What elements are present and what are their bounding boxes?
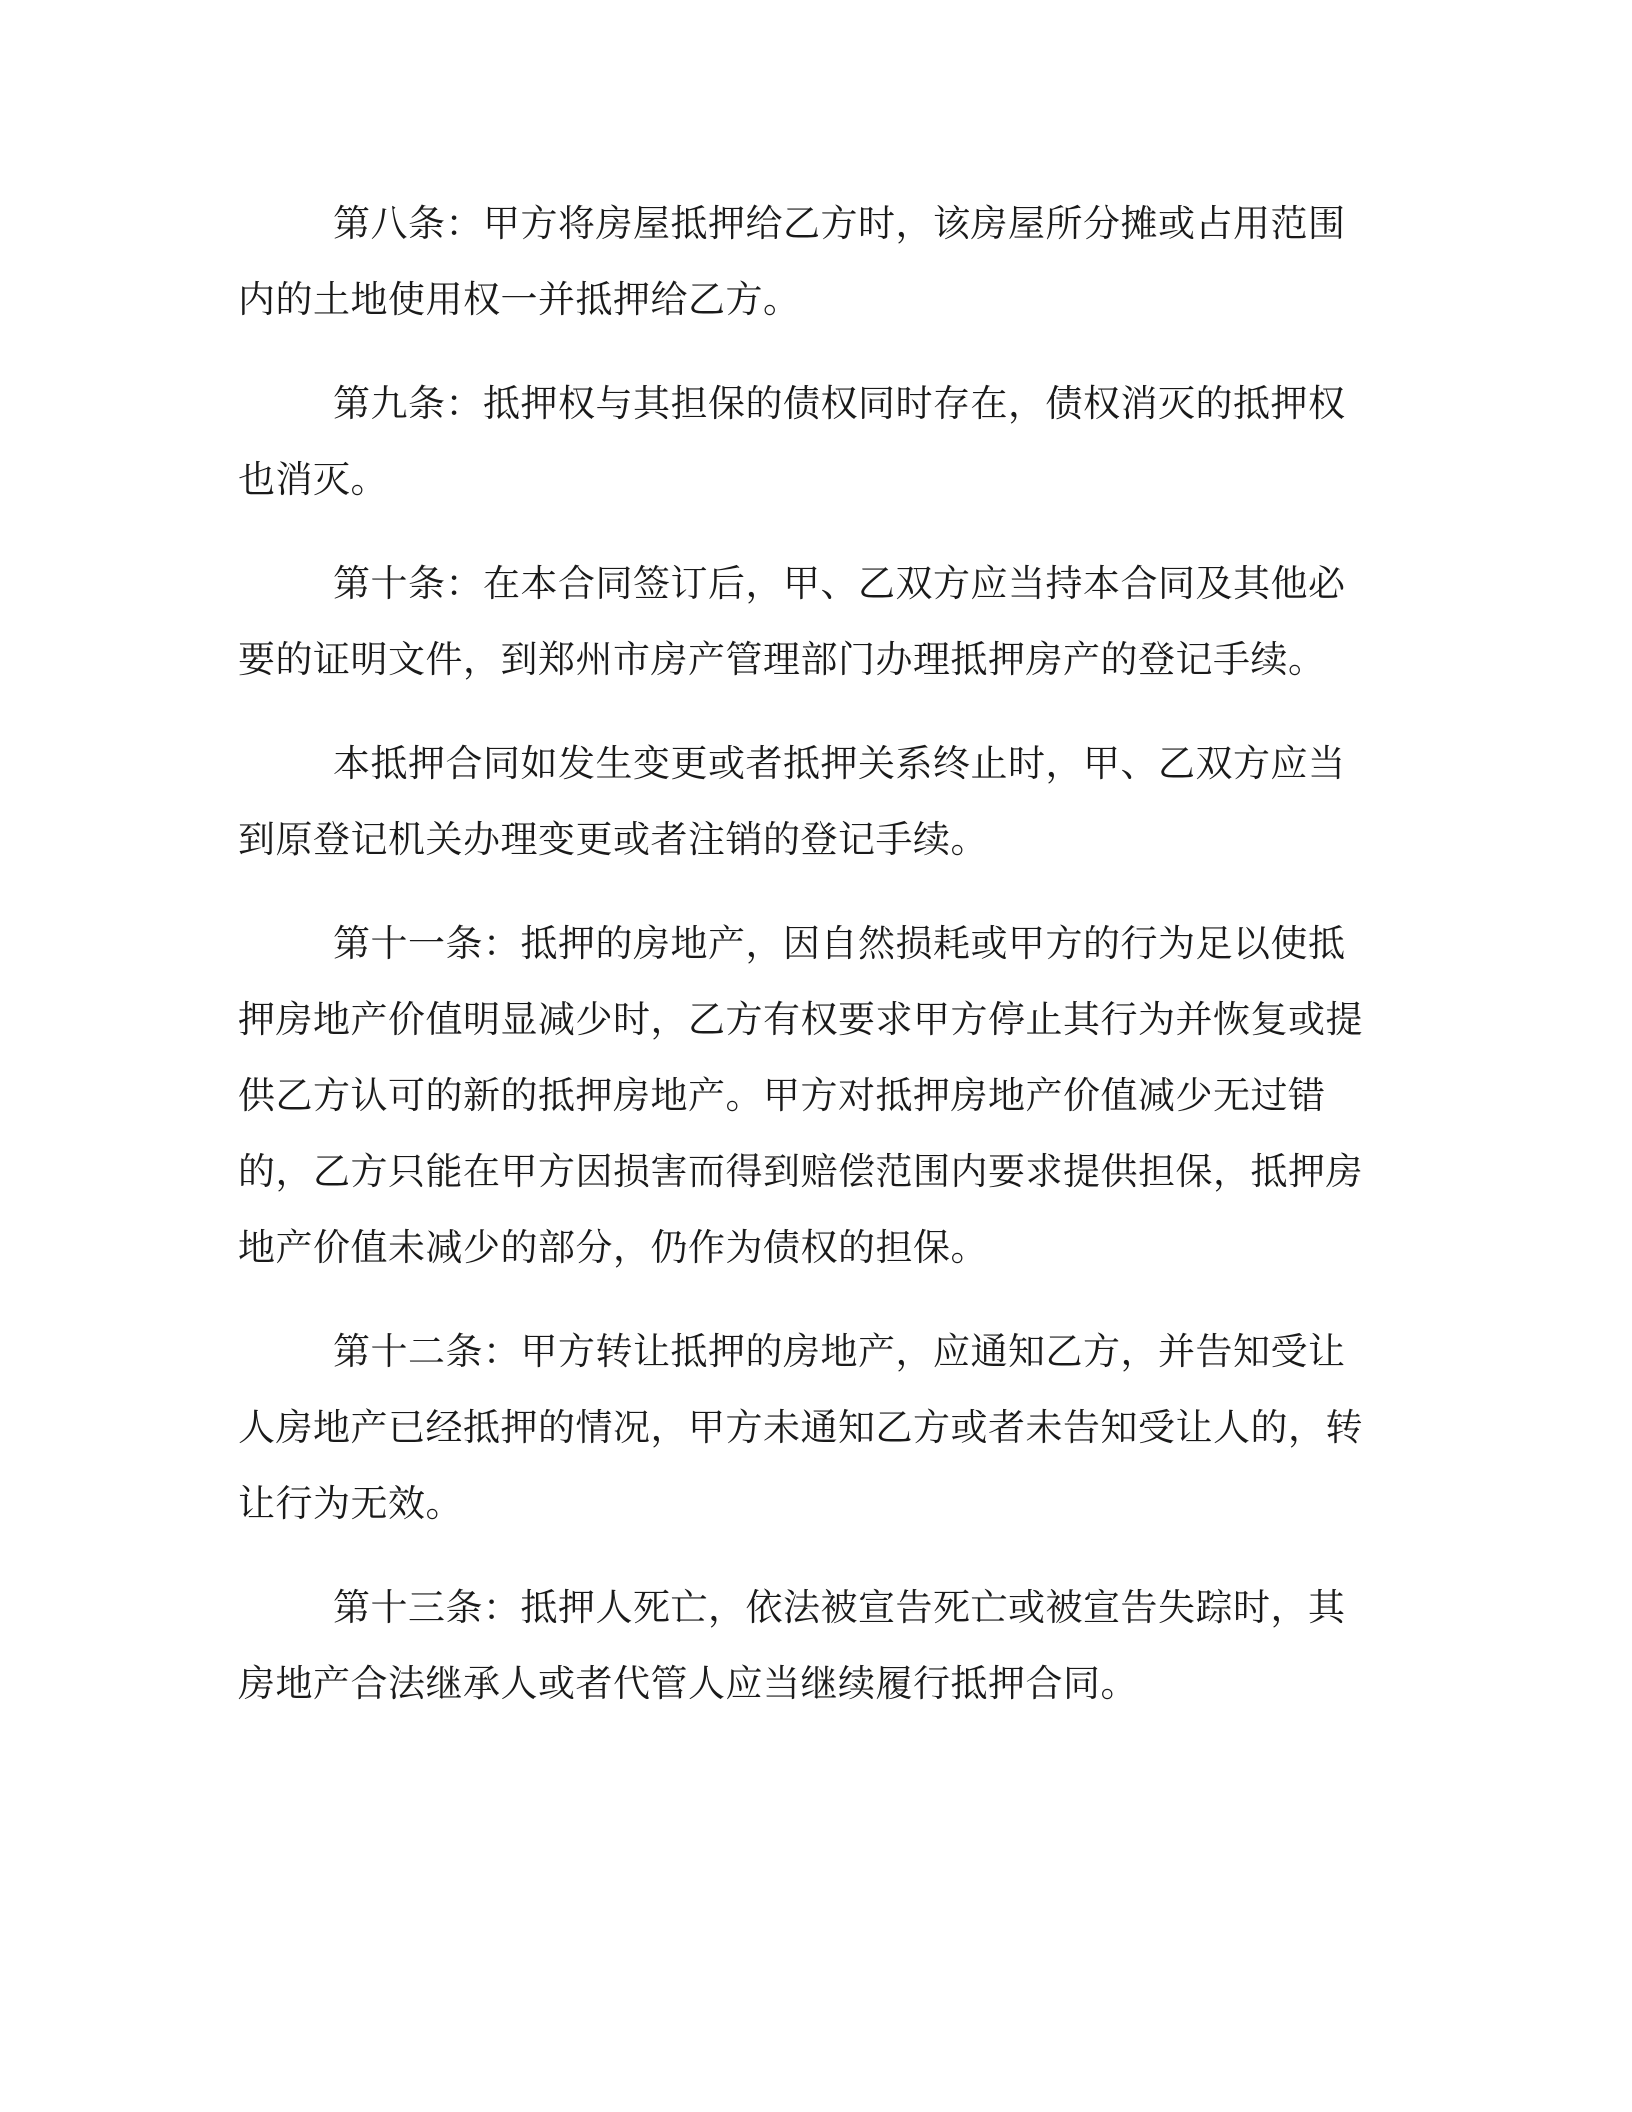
article-9-paragraph: 第九条：抵押权与其担保的债权同时存在，债权消灭的抵押权也消灭。 bbox=[238, 382, 1346, 501]
article-10-supplement-paragraph: 本抵押合同如发生变更或者抵押关系终止时，甲、乙双方应当到原登记机关办理变更或者注销的登记手续。 bbox=[238, 742, 1346, 861]
article-8-paragraph: 第八条：甲方将房屋抵押给乙方时，该房屋所分摊或占用范围内的土地使用权一并抵押给乙方。 bbox=[238, 202, 1346, 321]
article-13-paragraph: 第十三条：抵押人死亡，依法被宣告死亡或被宣告失踪时，其房地产合法继承人或者代管人应当继续履行抵押合同。 bbox=[238, 1586, 1346, 1705]
article-11-paragraph: 第十一条：抵押的房地产，因自然损耗或甲方的行为足以使抵押房地产价值明显减少时，乙方有权要求甲方停止其行为并恢复或提供乙方认可的新的抵押房地产。甲方对抵押房地产价值减少无过错的，乙方只能在甲方因损害而得到赔偿范围内要求提供担保，抵押房地产价值未减少的部分，仍作为债权的担保。 bbox=[238, 922, 1363, 1269]
document-body bbox=[238, 186, 1378, 1722]
article-12-paragraph: 第十二条：甲方转让抵押的房地产，应通知乙方，并告知受让人房地产已经抵押的情况，甲方未通知乙方或者未告知受让人的，转让行为无效。 bbox=[238, 1330, 1363, 1525]
article-10-paragraph: 第十条：在本合同签订后，甲、乙双方应当持本合同及其他必要的证明文件，到郑州市房产管理部门办理抵押房产的登记手续。 bbox=[238, 562, 1346, 681]
